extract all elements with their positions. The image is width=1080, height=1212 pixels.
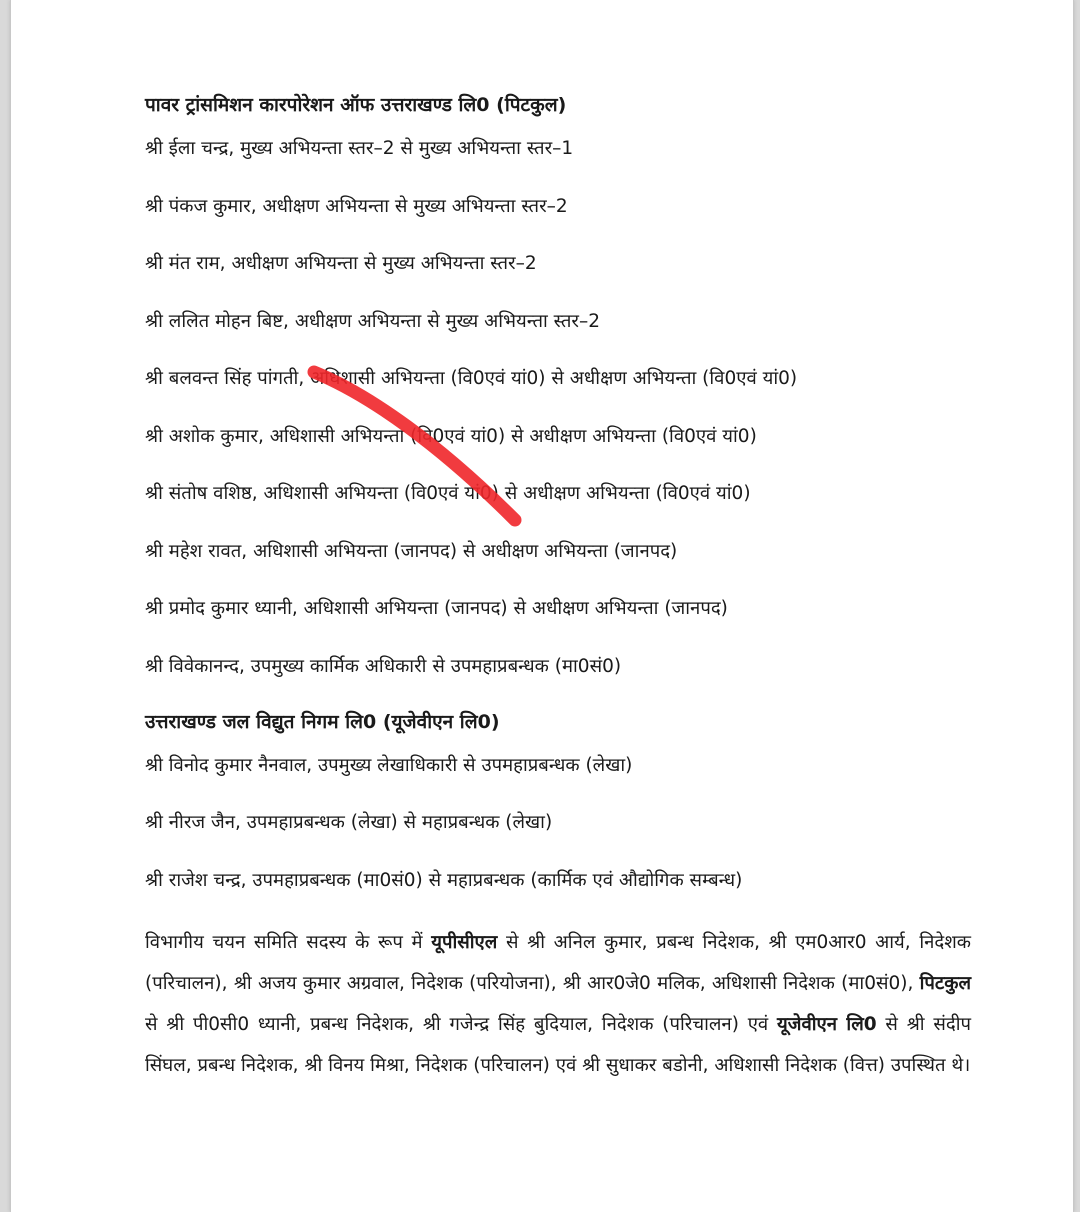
document-page [10, 0, 1074, 1212]
list-item: श्री बलवन्त सिंह पांगती, अधिशासी अभियन्ता (वि0एवं यां0) से अधीक्षण अभियन्ता (वि0एवं यां0) [145, 368, 798, 389]
list-item: श्री ईला चन्द्र, मुख्य अभियन्ता स्तर–2 से मुख्य अभियन्ता स्तर–1 [145, 138, 574, 159]
org-upcl: यूपीसीएल [431, 931, 498, 953]
list-item: श्री विवेकानन्द, उपमुख्य कार्मिक अधिकारी से उपमहाप्रबन्धक (मा0सं0) [145, 655, 622, 677]
list-item: श्री राजेश चन्द्र, उपमहाप्रबन्धक (मा0सं0) से महाप्रबन्धक (कार्मिक एवं औद्योगिक सम्बन्ध) [145, 869, 743, 891]
list-item: श्री नीरज जैन, उपमहाप्रबन्धक (लेखा) से महाप्रबन्धक (लेखा) [145, 812, 553, 833]
list-item: श्री विनोद कुमार नैनवाल, उपमुख्य लेखाधिकारी से उपमहाप्रबन्धक (लेखा) [145, 754, 633, 776]
document-content [145, 90, 971, 1086]
closing-text: से श्री अनिल कुमार, प्रबन्ध निदेशक, श्री एम0आर0 आर्य, निदेशक (परिचालन), श्री अजय कुमार अग्रवाल, निदेशक (परियोजना), श्री आर0जे0 मलिक, अधिशासी निदेशक (मा0सं0), [145, 931, 971, 994]
closing-text: से श्री पी0सी0 ध्यानी, प्रबन्ध निदेशक, श्री गजेन्द्र सिंह बुदियाल, निदेशक (परिचालन) एवं [145, 1013, 778, 1035]
org-ujvn: यूजेवीएन लि0 [777, 1013, 877, 1035]
list-item: श्री पंकज कुमार, अधीक्षण अभियन्ता से मुख्य अभियन्ता स्तर–2 [145, 195, 568, 217]
list-item: श्री ललित मोहन बिष्ट, अधीक्षण अभियन्ता से मुख्य अभियन्ता स्तर–2 [145, 310, 601, 332]
closing-paragraph [145, 922, 971, 1086]
list-item: श्री मंत राम, अधीक्षण अभियन्ता से मुख्य अभियन्ता स्तर–2 [145, 253, 537, 274]
list-item: श्री अशोक कुमार, अधिशासी अभियन्ता (वि0एवं यां0) से अधीक्षण अभियन्ता (वि0एवं यां0) [145, 425, 757, 447]
list-item: श्री प्रमोद कुमार ध्यानी, अधिशासी अभियन्ता (जानपद) से अधीक्षण अभियन्ता (जानपद) [145, 598, 728, 619]
section-heading-ujvn: उत्तराखण्ड जल विद्युत निगम लि0 (यूजेवीएन लि0) [145, 710, 500, 733]
section-heading-pitcul: पावर ट्रांसमिशन कारपोरेशन ऑफ उत्तराखण्ड लि0 (पिटकुल) [145, 94, 567, 116]
closing-text: विभागीय चयन समिति सदस्य के रूप में [145, 931, 432, 953]
org-pitcul: पिटकुल [919, 972, 971, 994]
list-item: श्री महेश रावत, अधिशासी अभियन्ता (जानपद) से अधीक्षण अभियन्ता (जानपद) [145, 540, 678, 562]
list-item: श्री संतोष वशिष्ठ, अधिशासी अभियन्ता (वि0एवं यां0) से अधीक्षण अभियन्ता (वि0एवं यां0) [145, 483, 751, 504]
closing-text: से श्री संदीप सिंघल, प्रबन्ध निदेशक, श्री विनय मिश्रा, निदेशक (परिचालन) एवं श्री सुधाकर बडोनी, अधिशासी निदेशक (वित्त) उपस्थित थे। [145, 1013, 972, 1076]
